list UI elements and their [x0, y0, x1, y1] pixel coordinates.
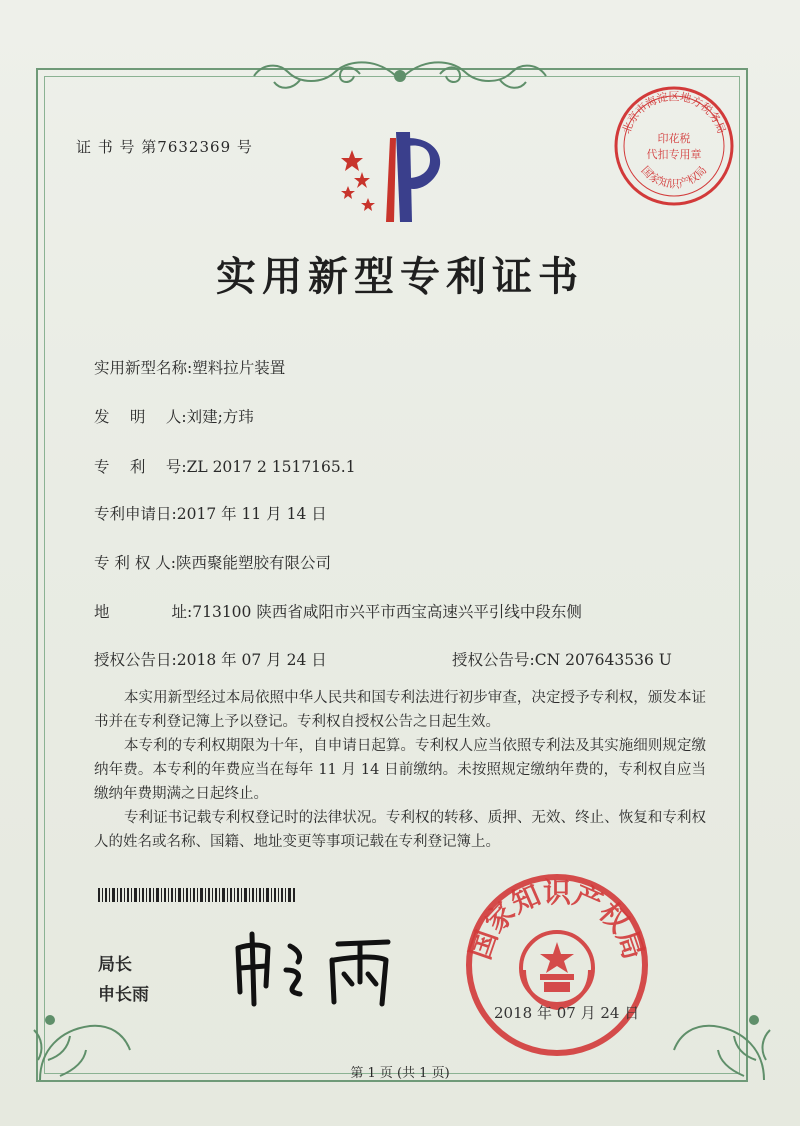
grant-date-value: 2018 年 07 月 24 日 — [176, 651, 327, 669]
patentee-value: 陕西聚能塑胶有限公司 — [176, 554, 332, 572]
utility-model-name-value: 塑料拉片装置 — [192, 359, 286, 377]
patent-number-value: ZL 2017 2 1517165.1 — [186, 458, 356, 476]
star-icon — [354, 172, 370, 188]
filing-date-row — [94, 502, 327, 524]
grant-number-label: 授权公告号: — [452, 651, 535, 669]
tax-seal-line-2: 印花税 — [657, 132, 691, 145]
svg-text:北京市海淀区地方税务局 — [620, 89, 728, 135]
star-icon — [341, 186, 355, 199]
patent-number-label: 专 利 号: — [94, 458, 187, 476]
tax-seal-line-1: 北京市海淀区地方税务局 — [619, 90, 729, 136]
inventor-label: 发 明 人: — [94, 408, 187, 426]
paragraph-legal-status: 专利证书记载专利权登记时的法律状况。专利权的转移、质押、无效、终止、恢复和专利权人的姓名或名称、国籍、地址变更等事项记载在专利登记簿上。 — [94, 810, 706, 850]
utility-model-name-row — [94, 356, 285, 378]
director-signature — [228, 930, 408, 1010]
certificate-number: 证 书 号 第7632369 号 — [76, 138, 253, 156]
grant-date-row — [94, 648, 327, 670]
barcode — [98, 888, 296, 902]
svg-text:国家知识产权局 — [639, 164, 710, 191]
seal-date: 2018 年 07 月 24 日 — [494, 1004, 640, 1022]
inventor-row — [94, 405, 254, 427]
director-name: 申长雨 — [98, 985, 149, 1005]
patentee-label: 专 利 权 人: — [94, 554, 177, 572]
star-icon — [341, 150, 363, 171]
patent-office-logo — [330, 128, 450, 228]
seal-arc-text: 国家知识产权局 — [463, 876, 651, 964]
patent-office-seal — [462, 870, 652, 1060]
inventor-value: 刘建;方玮 — [186, 408, 254, 426]
grant-date-label: 授权公告日: — [94, 651, 177, 669]
address-value: 713100 陕西省咸阳市兴平市西宝高速兴平引线中段东侧 — [192, 603, 582, 621]
grant-number-row — [452, 648, 672, 670]
address-row — [94, 600, 582, 622]
utility-model-name-label: 实用新型名称: — [94, 359, 193, 377]
filing-date-value: 2017 年 11 月 14 日 — [176, 505, 327, 523]
national-emblem-icon — [521, 932, 593, 1008]
tax-seal-line-4: 国家知识产权局 — [638, 163, 710, 191]
paragraph-term: 本专利的专利权期限为十年，自申请日起算。专利权人应当依照专利法及其实施细则规定缴纳年费。本专利的年费应当在每年 11 月 14 日前缴纳。未按照规定缴纳年费的，专利权自应当缴纳年费期满之日起终止。 — [94, 738, 706, 802]
patentee-row — [94, 551, 331, 573]
top-ornament — [240, 50, 560, 98]
grant-number-value: CN 207643536 U — [534, 651, 672, 669]
paragraph-grant-notice: 本实用新型经过本局依照中华人民共和国专利法进行初步审查，决定授予专利权，颁发本证书并在专利登记簿上予以登记。专利权自授权公告之日起生效。 — [94, 690, 706, 730]
page-number: 第 1 页 (共 1 页) — [350, 1066, 450, 1081]
director-title: 局长 — [98, 955, 132, 975]
filing-date-label: 专利申请日: — [94, 505, 177, 523]
tax-seal-line-3: 代扣专用章 — [646, 148, 702, 161]
patent-number-row — [94, 455, 356, 477]
address-label: 地 址: — [94, 603, 193, 621]
star-icon — [361, 198, 375, 211]
certificate-title: 实用新型专利证书 — [216, 253, 584, 300]
tax-seal-stamp — [610, 82, 738, 210]
